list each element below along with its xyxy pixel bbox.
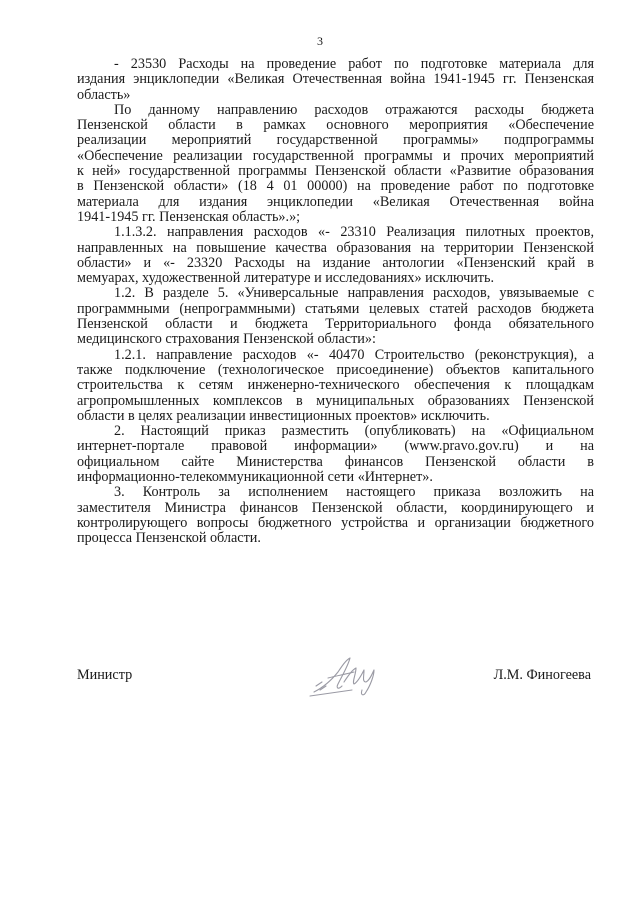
paragraph-line: 3. Контроль за исполнением настоящего приказа возложить на <box>114 484 594 501</box>
paragraph <box>77 57 594 103</box>
paragraph-line: 1.2.1. направление расходов «- 40470 Строительство (реконструкция), а <box>114 346 594 363</box>
paragraph-line: Пензенской области в рамках основного мероприятия «Обеспечение <box>77 117 594 134</box>
paragraph-line: в Пензенской области» (18 4 01 00000) на проведение работ по подготовке <box>77 178 594 195</box>
paragraph-line: программными (непрограммными) статьями целевых статей расходов бюджета <box>77 300 594 317</box>
paragraph <box>77 103 594 225</box>
paragraph <box>77 348 594 424</box>
paragraph-line: По данному направлению расходов отражаются расходы бюджета <box>114 101 594 118</box>
paragraph-line: области в целях реализации инвестиционных проектов» исключить. <box>77 407 490 424</box>
signatory-name: Л.М. Финогеева <box>493 667 591 683</box>
paragraph-line: контролирующего вопросы бюджетного устройства и организации бюджетного <box>77 514 594 531</box>
page-number: 3 <box>317 34 323 48</box>
paragraph-line: процесса Пензенской области. <box>77 530 261 547</box>
paragraph <box>77 485 594 546</box>
paragraph-line: области» и «- 23320 Расходы на издание антологии «Пензенский край в <box>77 254 594 271</box>
paragraph-line: официальном сайте Министерства финансов Пензенской области в <box>77 453 594 470</box>
paragraph-line: также подключение (технологическое присоединение) объектов капитального <box>77 361 594 378</box>
paragraph <box>77 225 594 286</box>
paragraph-line: реализации мероприятий государственной программы» подпрограммы <box>77 132 594 149</box>
document-body <box>77 57 594 547</box>
paragraph-line: материала для издания энциклопедии «Великая Отечественная война <box>77 193 594 210</box>
paragraph-line: 1.2. В разделе 5. «Универсальные направления расходов, увязываемые с <box>114 285 594 302</box>
paragraph-line: информационно-телекоммуникационной сети «Интернет». <box>77 469 433 486</box>
paragraph-line: область» <box>77 86 131 103</box>
paragraph-line: интернет-портале правовой информации» (www.pravo.gov.ru) и на <box>77 438 594 455</box>
paragraph-line: издания энциклопедии «Великая Отечественная война 1941-1945 гг. Пензенская <box>77 71 594 88</box>
paragraph-line: заместителя Министра финансов Пензенской области, координирующего и <box>77 499 594 516</box>
paragraph <box>77 424 594 485</box>
paragraph-line: Пензенской области и бюджета Территориального фонда обязательного <box>77 316 594 333</box>
paragraph-line: строительства к сетям инженерно-технического обеспечения к площадкам <box>77 377 594 394</box>
paragraph-line: «Обеспечение реализации государственной программы и прочих мероприятий <box>77 147 594 164</box>
paragraph-line: агропромышленных комплексов в муниципальных образованиях Пензенской <box>77 392 594 409</box>
paragraph-line: - 23530 Расходы на проведение работ по подготовке материала для <box>114 56 594 72</box>
paragraph-line: 2. Настоящий приказ разместить (опубликовать) на «Официальном <box>114 423 594 440</box>
signature-row <box>77 666 594 686</box>
paragraph-line: к ней» государственной программы Пензенской области «Развитие образования <box>77 163 594 180</box>
paragraph-line: направленных на повышение качества образования на территории Пензенской <box>77 239 594 256</box>
paragraph-line: медицинского страхования Пензенской области»: <box>77 331 376 348</box>
signatory-title: Министр <box>77 667 133 683</box>
paragraph <box>77 286 594 347</box>
paragraph-line: 1941-1945 гг. Пензенская область».»; <box>77 208 301 225</box>
paragraph-line: 1.1.3.2. направления расходов «- 23310 Реализация пилотных проектов, <box>114 224 594 241</box>
paragraph-line: мемуарах, художественной литературе и исследованиях» исключить. <box>77 270 495 287</box>
